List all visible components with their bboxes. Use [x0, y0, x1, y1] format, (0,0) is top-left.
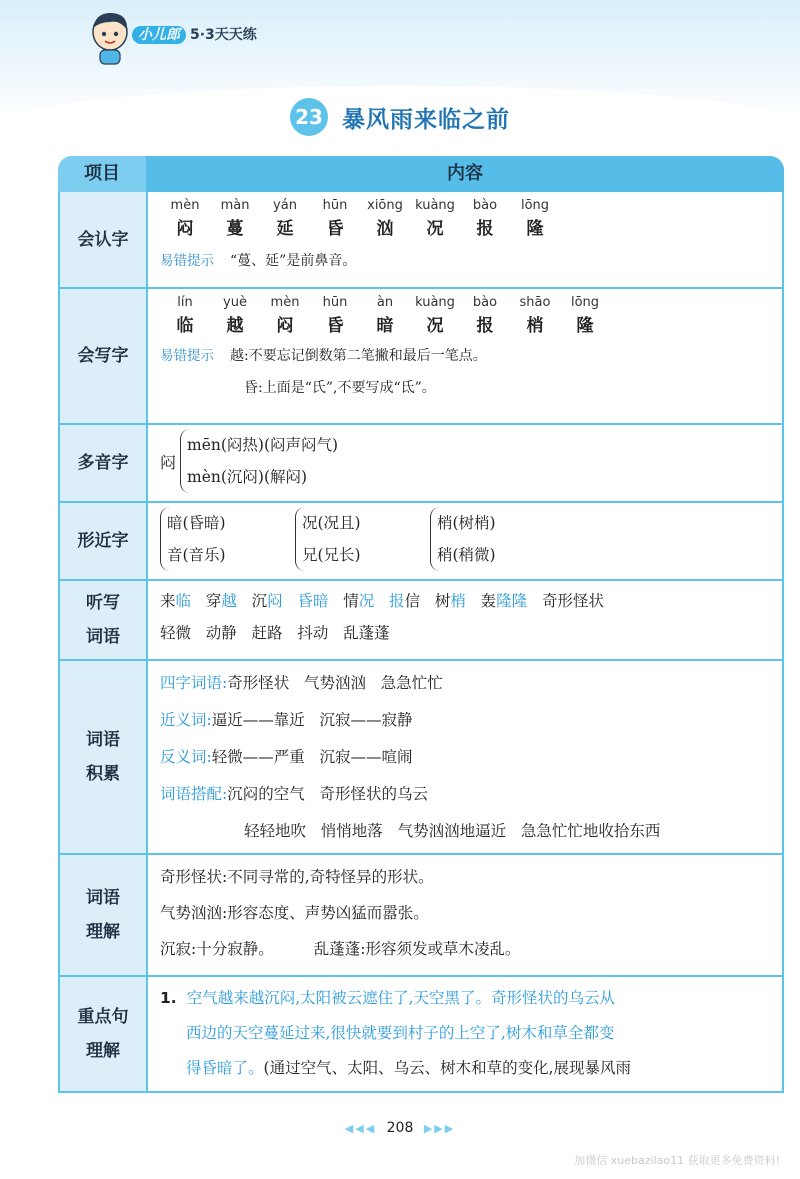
pinyin: kuàng	[415, 295, 455, 310]
brace-group	[160, 507, 277, 571]
hanzi: 临	[176, 316, 194, 336]
dictation-word: 沉闷	[251, 592, 283, 610]
page-footer	[0, 1120, 800, 1136]
pinyin: mèn	[170, 198, 200, 213]
pinyin: yuè	[223, 295, 247, 310]
vocab-synonyms: 近义词:逼近——靠近 沉寂——寂静	[160, 711, 413, 729]
tip-line	[160, 244, 770, 276]
hanzi: 况	[426, 316, 444, 336]
hanzi: 梢	[526, 316, 544, 336]
tip-line	[160, 371, 770, 403]
similar-char: 暗(昏暗)	[167, 514, 226, 532]
row-write-chars	[58, 289, 784, 425]
row-dictation	[58, 581, 784, 661]
pinyin: hūn	[322, 198, 348, 213]
brand	[132, 24, 257, 44]
page-number: 208	[386, 1120, 414, 1136]
hanzi: 报	[476, 316, 494, 336]
definition-pair: 沉寂:十分寂静。 乱蓬蓬:形容须发或草木凌乱。	[160, 940, 521, 958]
row-polyphone	[58, 425, 784, 503]
hanzi: 隆	[576, 316, 594, 336]
pinyin: màn	[220, 198, 250, 213]
label-line: 积累	[86, 764, 120, 784]
row-vocab-understanding	[58, 855, 784, 977]
definition: 奇形怪状:不同寻常的,奇特怪异的形状。	[160, 868, 434, 886]
reading-1: mēn(闷热)(闷声闷气)	[187, 436, 339, 454]
watermark: 加微信 xuebazilao11 获取更多免费资料!	[574, 1154, 780, 1167]
pinyin-line	[160, 295, 770, 311]
similar-char: 兄(兄长)	[302, 546, 361, 564]
tip-label: 易错提示	[160, 348, 214, 364]
similar-char: 稍(稍微)	[437, 546, 496, 564]
label-line: 词语	[86, 888, 120, 908]
right-arrows-icon: ▶▶▶	[423, 1122, 456, 1135]
hanzi: 延	[276, 219, 294, 239]
row-label	[60, 581, 148, 659]
tip-text: “蔓、延”是前鼻音。	[230, 253, 357, 269]
dictation-word: 奇形怪状	[541, 592, 604, 610]
col-content-header: 内容	[447, 163, 483, 184]
hanzi: 报	[476, 219, 494, 239]
row-similar-chars	[58, 503, 784, 581]
key-sentence-line: 得昏暗了。(通过空气、太阳、乌云、树木和草的变化,展现暴风雨	[186, 1059, 631, 1077]
row-vocab-accumulation	[58, 661, 784, 855]
col-item-header: 项目	[58, 156, 146, 192]
pinyin: lōng	[520, 198, 550, 213]
row-recognize-chars	[58, 192, 784, 289]
similar-char: 音(音乐)	[167, 546, 226, 564]
reading-2: mèn(沉闷)(解闷)	[187, 468, 308, 486]
similar-char: 况(况且)	[302, 514, 361, 532]
hanzi: 汹	[376, 219, 394, 239]
lesson-title	[0, 98, 800, 136]
label-line: 听写	[86, 593, 120, 613]
key-sentence-line: 西边的天空蔓延过来,很快就要到村子的上空了,树木和草全都变	[186, 1024, 615, 1042]
pinyin-line	[160, 198, 770, 214]
hanzi: 暗	[376, 316, 394, 336]
row-label: 会认字	[60, 192, 148, 287]
polyphone-char: 闷	[160, 452, 177, 472]
tip-text: 昏:上面是“氏”,不要写成“氐”。	[244, 380, 436, 396]
dictation-line-2: 轻微 动静 赶路 抖动 乱蓬蓬	[160, 624, 390, 642]
tip-line	[160, 339, 770, 371]
hanzi: 越	[226, 316, 244, 336]
label-line: 词语	[86, 627, 120, 647]
tip-text: 越:不要忘记倒数第二笔撇和最后一笔点。	[230, 348, 487, 364]
pinyin: mèn	[270, 295, 300, 310]
hanzi: 闷	[276, 316, 294, 336]
vocab-collocations-2: 轻轻地吹 悄悄地落 气势汹汹地逼近 急急忙忙地收拾东西	[244, 822, 661, 840]
lesson-number: 23	[290, 98, 328, 136]
pinyin: yán	[273, 198, 297, 213]
dictation-word: 来临	[160, 592, 192, 610]
tip-label: 易错提示	[160, 253, 214, 269]
vocab-four-char: 四字词语:奇形怪状 气势汹汹 急急忙忙	[160, 674, 443, 692]
row-key-sentence	[58, 977, 784, 1093]
vocab-collocations: 词语搭配:沉闷的空气 奇形怪状的乌云	[160, 785, 429, 803]
brand-logo: 小儿郎	[132, 26, 186, 44]
hanzi-line	[160, 214, 770, 238]
left-arrows-icon: ◀◀◀	[344, 1122, 377, 1135]
study-table	[58, 156, 784, 1093]
pinyin: àn	[376, 295, 394, 310]
row-label	[60, 855, 148, 975]
brand-series: 5·3天天练	[190, 27, 257, 43]
row-label: 形近字	[60, 503, 148, 579]
hanzi: 隆	[526, 219, 544, 239]
dictation-word: 穿越	[205, 592, 237, 610]
label-line: 词语	[86, 730, 120, 750]
pinyin: xiōng	[367, 198, 403, 213]
vocab-antonyms: 反义词:轻微——严重 沉寂——喧闹	[160, 748, 413, 766]
dictation-word: 树梢	[434, 592, 466, 610]
key-sentence-line: 1. 空气越来越沉闷,太阳被云遮住了,天空黑了。奇形怪状的乌云从	[160, 989, 616, 1007]
hanzi: 昏	[326, 219, 344, 239]
row-label	[60, 977, 148, 1091]
label-line: 理解	[86, 922, 120, 942]
hanzi-line	[160, 311, 770, 335]
label-line: 理解	[86, 1041, 120, 1061]
pinyin: lín	[177, 295, 193, 310]
pinyin: lōng	[570, 295, 600, 310]
brace-group	[430, 507, 547, 571]
row-label: 会写字	[60, 289, 148, 423]
dictation-word: 轰隆隆	[480, 592, 528, 610]
row-label	[60, 661, 148, 853]
hanzi: 况	[426, 219, 444, 239]
brace-group	[180, 429, 338, 493]
pinyin: bào	[472, 198, 498, 213]
pinyin: bào	[472, 295, 498, 310]
pinyin: shāo	[519, 295, 551, 310]
row-label: 多音字	[60, 425, 148, 501]
boy-mascot-icon	[86, 10, 134, 66]
pinyin: kuàng	[415, 198, 455, 213]
hanzi: 昏	[326, 316, 344, 336]
dictation-word: 情况	[343, 592, 375, 610]
similar-char: 梢(树梢)	[437, 514, 496, 532]
lesson-title-text: 暴风雨来临之前	[342, 106, 510, 133]
dictation-word: 报信	[389, 592, 421, 610]
hanzi: 闷	[176, 219, 194, 239]
dictation-word: 昏暗	[297, 592, 329, 610]
definition: 气势汹汹:形容态度、声势凶猛而嚣张。	[160, 904, 429, 922]
pinyin: hūn	[322, 295, 348, 310]
dictation-line-1	[160, 585, 770, 617]
table-header	[58, 156, 784, 192]
hanzi: 蔓	[226, 219, 244, 239]
label-line: 重点句	[77, 1007, 129, 1027]
brace-group	[295, 507, 412, 571]
